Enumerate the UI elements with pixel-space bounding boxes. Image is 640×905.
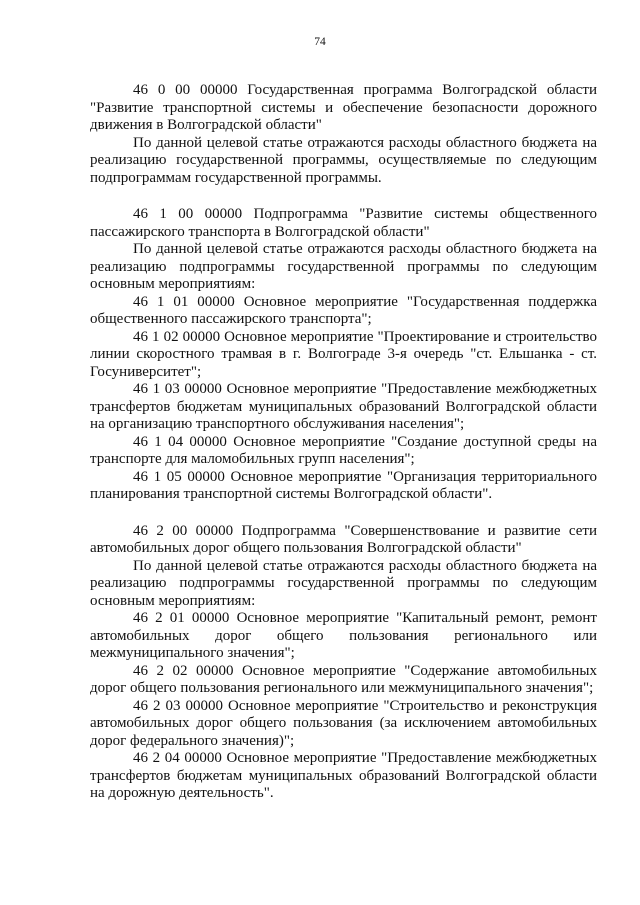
paragraph: 46 1 00 00000 Подпрограмма "Развитие системы общественного пассажирского транспорта в Волгоградской области" xyxy=(90,206,597,240)
paragraph: 46 0 00 00000 Государственная программа Волгоградской области "Развитие транспортной системы и обеспечение безопасности дорожного движения в Волгоградской области" xyxy=(90,82,597,133)
paragraph: 46 1 02 00000 Основное мероприятие "Проектирование и строительство линии скоростного трамвая в г. Волгограде 3-я очередь "ст. Ельшанка - ст. Госуниверситет"; xyxy=(90,328,597,380)
document-body xyxy=(90,82,597,803)
paragraph: По данной целевой статье отражаются расходы областного бюджета на реализацию подпрограммы государственной программы по следующим основным мероприятиям: xyxy=(90,241,597,292)
paragraph: По данной целевой статье отражаются расходы областного бюджета на реализацию подпрограммы государственной программы по следующим основным мероприятиям: xyxy=(90,557,597,609)
paragraph: 46 1 04 00000 Основное мероприятие "Создание доступной среды на транспорте для маломобильных групп населения"; xyxy=(90,433,597,467)
page-number: 74 xyxy=(314,36,326,48)
paragraph: 46 1 05 00000 Основное мероприятие "Организация территориального планирования транспортной системы Волгоградской области". xyxy=(90,468,597,502)
paragraph: 46 1 01 00000 Основное мероприятие "Государственная поддержка общественного пассажирского транспорта"; xyxy=(90,293,597,327)
paragraph: По данной целевой статье отражаются расходы областного бюджета на реализацию государственной программы, осуществляемые по следующим подпрограммам государственной программы. xyxy=(90,134,597,186)
paragraph: 46 2 04 00000 Основное мероприятие "Предоставление межбюджетных трансфертов бюджетам муниципальных образований Волгоградской области на дорожную деятельность". xyxy=(90,750,597,801)
paragraph: 46 2 03 00000 Основное мероприятие "Строительство и реконструкция автомобильных дорог общего пользования (за исключением автомобильных дорог федерального значения)"; xyxy=(90,697,597,749)
paragraph: 46 2 01 00000 Основное мероприятие "Капитальный ремонт, ремонт автомобильных дорог общего пользования регионального или межмуниципального значения"; xyxy=(90,610,597,661)
paragraph: 46 1 03 00000 Основное мероприятие "Предоставление межбюджетных трансфертов бюджетам муниципальных образований Волгоградской области на организацию транспортного обслуживания населения"; xyxy=(90,381,597,432)
paragraph: 46 2 02 00000 Основное мероприятие "Содержание автомобильных дорог общего пользования регионального или межмуниципального значения"; xyxy=(90,662,597,696)
paragraph: 46 2 00 00000 Подпрограмма "Совершенствование и развитие сети автомобильных дорог общего пользования Волгоградской области" xyxy=(90,522,597,556)
